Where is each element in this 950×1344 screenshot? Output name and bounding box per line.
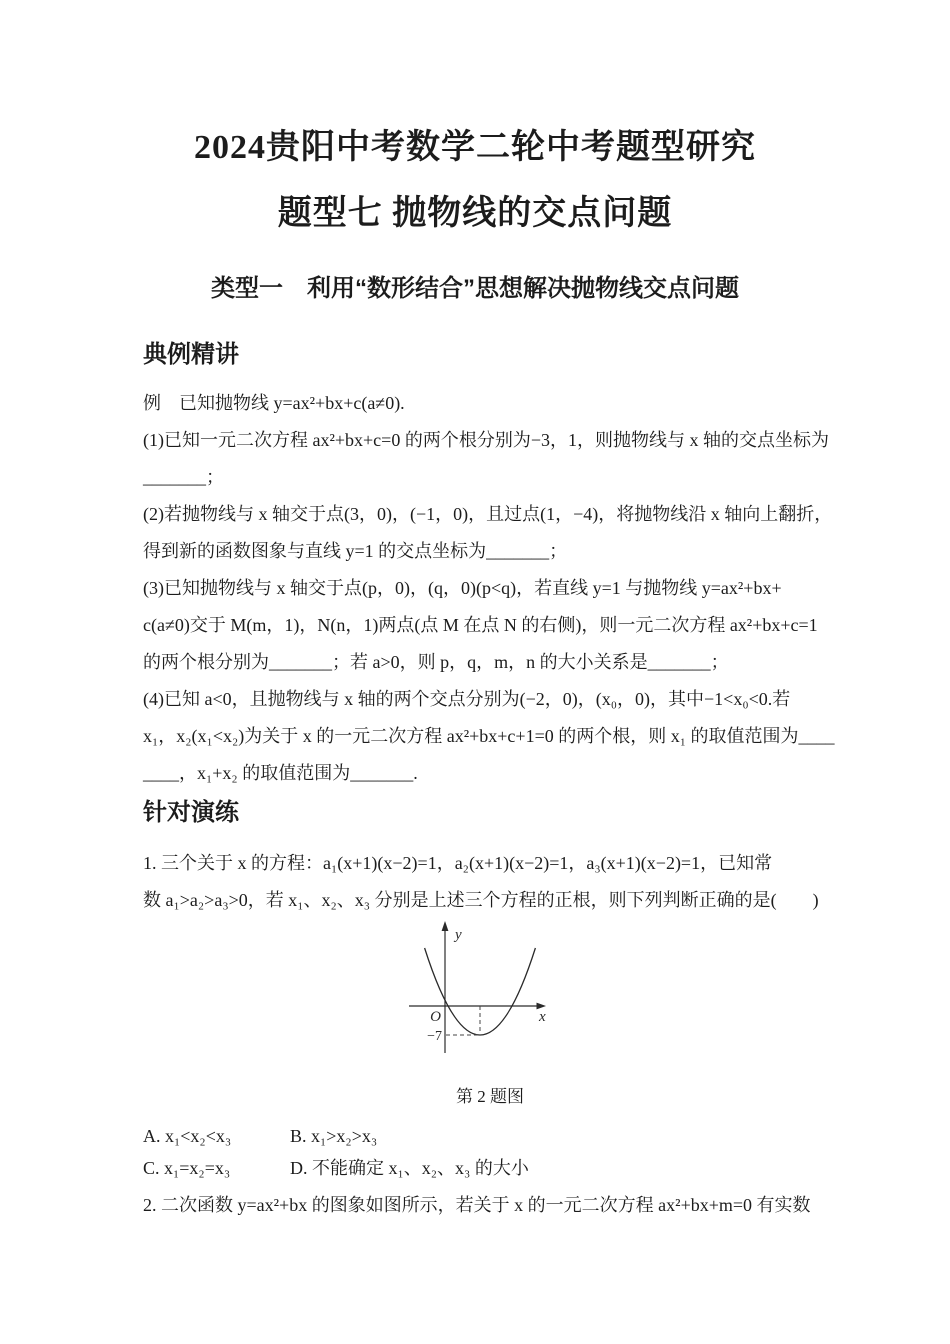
example-line-11: ____，x₁+x₂ 的取值范围为_______.	[143, 763, 418, 783]
problem1-line-1: 1. 三个关于 x 的方程：a₁(x+1)(x−2)=1，a₂(x+1)(x−2)=1，a₃(x+1)(x−2)=1，已知常	[143, 853, 773, 873]
example-line-7: c(a≠0)交于 M(m，1)，N(n，1)两点(点 M 在点 N 的右侧)，则一元二次方程 ax²+bx+c=1	[143, 615, 818, 635]
example-line-9: (4)已知 a<0，且抛物线与 x 轴的两个交点分别为(−2，0)，(x₀，0)，其中−1<x₀<0.若	[143, 689, 791, 709]
example-line-4: (2)若抛物线与 x 轴交于点(3，0)，(−1，0)，且过点(1，−4)，将抛物线沿 x 轴向上翻折，	[143, 504, 833, 524]
option-d: D. 不能确定 x₁、x₂、x₃ 的大小	[290, 1158, 529, 1178]
example-line-10: x₁，x₂(x₁<x₂)为关于 x 的一元二次方程 ax²+bx+c+1=0 的两个根，则 x₁ 的取值范围为____	[143, 726, 835, 746]
page-title: 2024贵阳中考数学二轮中考题型研究	[194, 129, 756, 166]
figure-caption: 第 2 题图	[456, 1087, 524, 1106]
option-b: B. x₁>x₂>x₃	[290, 1126, 378, 1146]
option-a: A. x₁<x₂<x₃	[143, 1126, 232, 1146]
vertex-value-label: −7	[427, 1029, 442, 1044]
example-line-6: (3)已知抛物线与 x 轴交于点(p，0)，(q，0)(p<q)，若直线 y=1 与抛物线 y=ax²+bx+	[143, 578, 782, 598]
option-c: C. x₁=x₂=x₃	[143, 1158, 231, 1178]
x-axis-label: x	[539, 1009, 546, 1025]
example-line-3-blank: _______；	[143, 467, 224, 487]
y-axis-arrow-icon	[442, 921, 449, 931]
example-line-2: (1)已知一元二次方程 ax²+bx+c=0 的两个根分别为−3，1，则抛物线与 x 轴的交点坐标为	[143, 430, 829, 450]
type-heading: 类型一 利用“数形结合”思想解决抛物线交点问题	[211, 275, 739, 302]
problem1-line-2: 数 a₁>a₂>a₃>0，若 x₁、x₂、x₃ 分别是上述三个方程的正根，则下列判断正确的是( )	[143, 890, 819, 910]
example-section-heading: 典例精讲	[143, 341, 239, 368]
page-subtitle: 题型七 抛物线的交点问题	[277, 195, 673, 232]
example-line-5: 得到新的函数图象与直线 y=1 的交点坐标为_______；	[143, 541, 568, 561]
example-line-1: 例 已知抛物线 y=ax²+bx+c(a≠0).	[143, 393, 405, 413]
practice-section-heading: 针对演练	[143, 799, 239, 826]
y-axis-label: y	[455, 927, 462, 943]
example-line-8: 的两个根分别为_______；若 a>0，则 p，q，m，n 的大小关系是_______；	[143, 652, 729, 672]
origin-label: O	[430, 1009, 441, 1025]
parabola-figure	[405, 920, 640, 1065]
problem2-line-1: 2. 二次函数 y=ax²+bx 的图象如图所示，若关于 x 的一元二次方程 ax²+bx+m=0 有实数	[143, 1195, 811, 1215]
